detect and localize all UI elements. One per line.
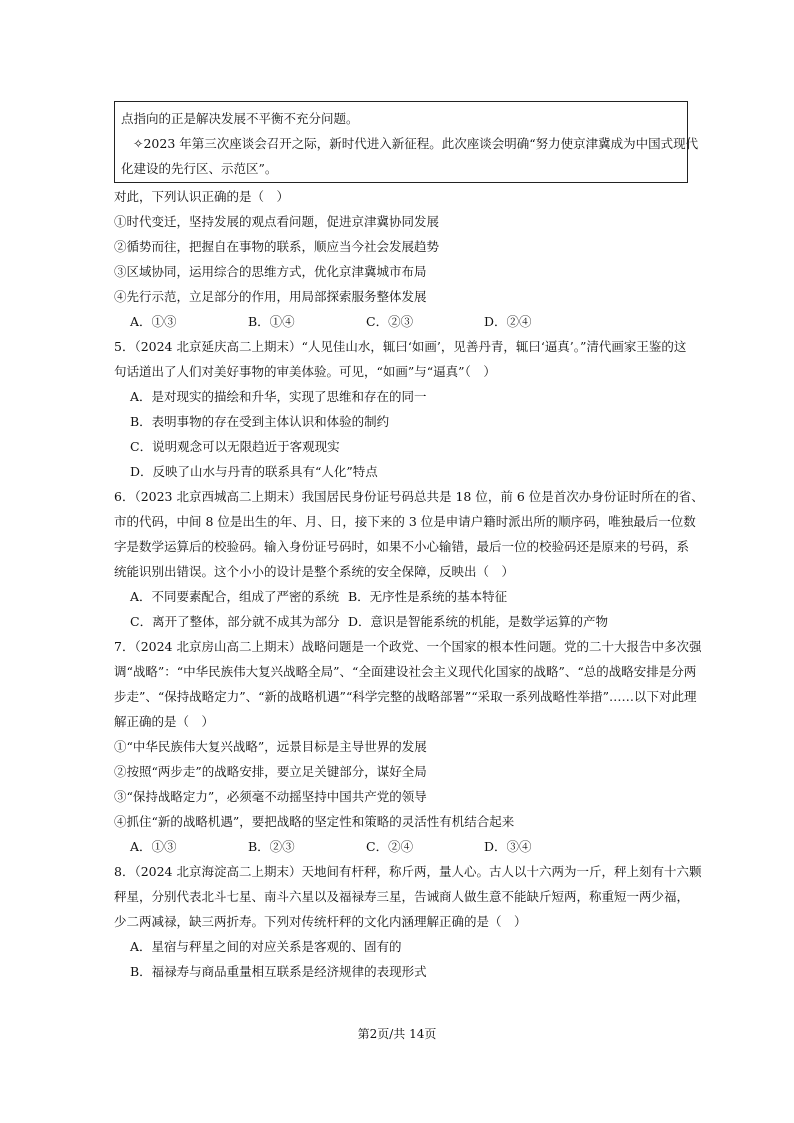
question-stem: 市的代码，中间 8 位是出生的年、月、日，接下来的 3 位是申请户籍时派出所的顺序码，唯独最后一位数 xyxy=(114,514,696,529)
question-4 xyxy=(114,184,694,334)
question-content xyxy=(114,184,704,984)
question-7 xyxy=(114,634,702,859)
question-stem: 步走”、“保持战略定力”、“新的战略机遇”“科学完整的战略部署”“采取一系列战略性举措”……以下对此理 xyxy=(114,689,697,704)
option-d: D．②④ xyxy=(484,314,532,329)
option-a: A．①③ xyxy=(130,314,177,329)
statement-item: ④抓住“新的战略机遇”，要把战略的坚定性和策略的灵活性有机结合起来 xyxy=(114,814,515,829)
answer-options xyxy=(114,834,694,859)
statement-item: ①时代变迁，坚持发展的观点看问题，促进京津冀协同发展 xyxy=(114,214,440,229)
material-line: 化建设的先行区、示范区”。 xyxy=(121,161,278,176)
option-c: C．离开了整体，部分就不成其为部分 xyxy=(130,614,340,629)
question-8 xyxy=(114,859,702,984)
question-stem: 统能识别出错误。这个小小的设计是整个系统的安全保障，反映出（ ） xyxy=(114,564,515,579)
option-d: D．意识是智能系统的机能，是数学运算的产物 xyxy=(348,614,609,629)
page-number: 第2页/共 14页 xyxy=(357,1027,437,1041)
question-stem: 句话道出了人们对美好事物的审美体验。可见，“如画”与“逼真”（ ） xyxy=(114,364,496,379)
statement-item: ②按照“两步走”的战略安排，要立足关键部分，谋好全局 xyxy=(114,764,427,779)
question-stem: 调“战略”：“中华民族伟大复兴战略全局”、“全面建设社会主义现代化国家的战略”、“总的战略安排是分两 xyxy=(114,664,697,679)
option-d: D．反映了山水与丹青的联系具有“人化”特点 xyxy=(130,464,378,479)
option-a: A．是对现实的描绘和升华，实现了思维和存在的同一 xyxy=(130,389,427,404)
question-stem: 对此，下列认识正确的是（ ） xyxy=(114,189,290,204)
question-stem: 秤星，分别代表北斗七星、南斗六星以及福禄寿三星，告诫商人做生意不能缺斤短两，称重短一两少福， xyxy=(114,889,690,904)
option-d: D．③④ xyxy=(484,839,532,854)
material-box xyxy=(114,101,699,183)
answer-options xyxy=(114,584,694,609)
option-b: B．福禄寿与商品重量相互联系是经济规律的表现形式 xyxy=(130,964,427,979)
option-c: C．②③ xyxy=(366,314,414,329)
answer-options xyxy=(114,309,694,334)
statement-item: ①“中华民族伟大复兴战略”，远景目标是主导世界的发展 xyxy=(114,739,427,754)
question-stem: 5．（2024 北京延庆高二上期末）“人见佳山水，辄曰‘如画’，见善丹青，辄曰‘逼真’。”清代画家王鉴的这 xyxy=(114,339,687,354)
option-b: B．无序性是系统的基本特征 xyxy=(348,589,508,604)
answer-options xyxy=(114,609,694,634)
question-stem: 7．（2024 北京房山高二上期末）战略问题是一个政党、一个国家的根本性问题。党的二十大报告中多次强 xyxy=(114,639,702,654)
question-stem: 解正确的是（ ） xyxy=(114,714,215,729)
question-5 xyxy=(114,334,694,484)
question-6 xyxy=(114,484,704,634)
option-a: A．①③ xyxy=(130,839,177,854)
option-b: B．①④ xyxy=(248,314,295,329)
option-a: A．不同要素配合，组成了严密的系统 xyxy=(130,589,340,604)
question-stem: 6．（2023 北京西城高二上期末）我国居民身份证号码总共是 18 位，前 6 位是首次办身份证时所在的省、 xyxy=(114,489,704,504)
option-b: B．②③ xyxy=(248,839,295,854)
question-stem: 字是数学运算后的校验码。输入身份证号码时，如果不小心输错，最后一位的校验码还是原来的号码，系 xyxy=(114,539,690,554)
question-stem: 少二两减禄，缺三两折寿。下列对传统杆秤的文化内涵理解正确的是（ ） xyxy=(114,914,527,929)
option-a: A．星宿与秤星之间的对应关系是客观的、固有的 xyxy=(130,939,402,954)
statement-item: ②循势而往，把握自在事物的联系，顺应当今社会发展趋势 xyxy=(114,239,440,254)
material-line: ✧2023 年第三次座谈会召开之际，新时代进入新征程。此次座谈会明确“努力使京津冀成为中国式现代 xyxy=(133,136,699,151)
statement-item: ④先行示范，立足部分的作用，用局部探索服务整体发展 xyxy=(114,289,427,304)
statement-item: ③“保持战略定力”，必须毫不动摇坚持中国共产党的领导 xyxy=(114,789,427,804)
material-line: 点指向的正是解决发展不平衡不充分问题。 xyxy=(121,111,359,126)
option-c: C．说明观念可以无限趋近于客观现实 xyxy=(130,439,340,454)
option-b: B．表明事物的存在受到主体认识和体验的制约 xyxy=(130,414,390,429)
statement-item: ③区域协同，运用综合的思维方式，优化京津冀城市布局 xyxy=(114,264,427,279)
option-c: C．②④ xyxy=(366,839,414,854)
question-stem: 8．（2024 北京海淀高二上期末）天地间有杆秤，称斤两，量人心。古人以十六两为一斤，秤上刻有十六颗 xyxy=(114,864,702,879)
